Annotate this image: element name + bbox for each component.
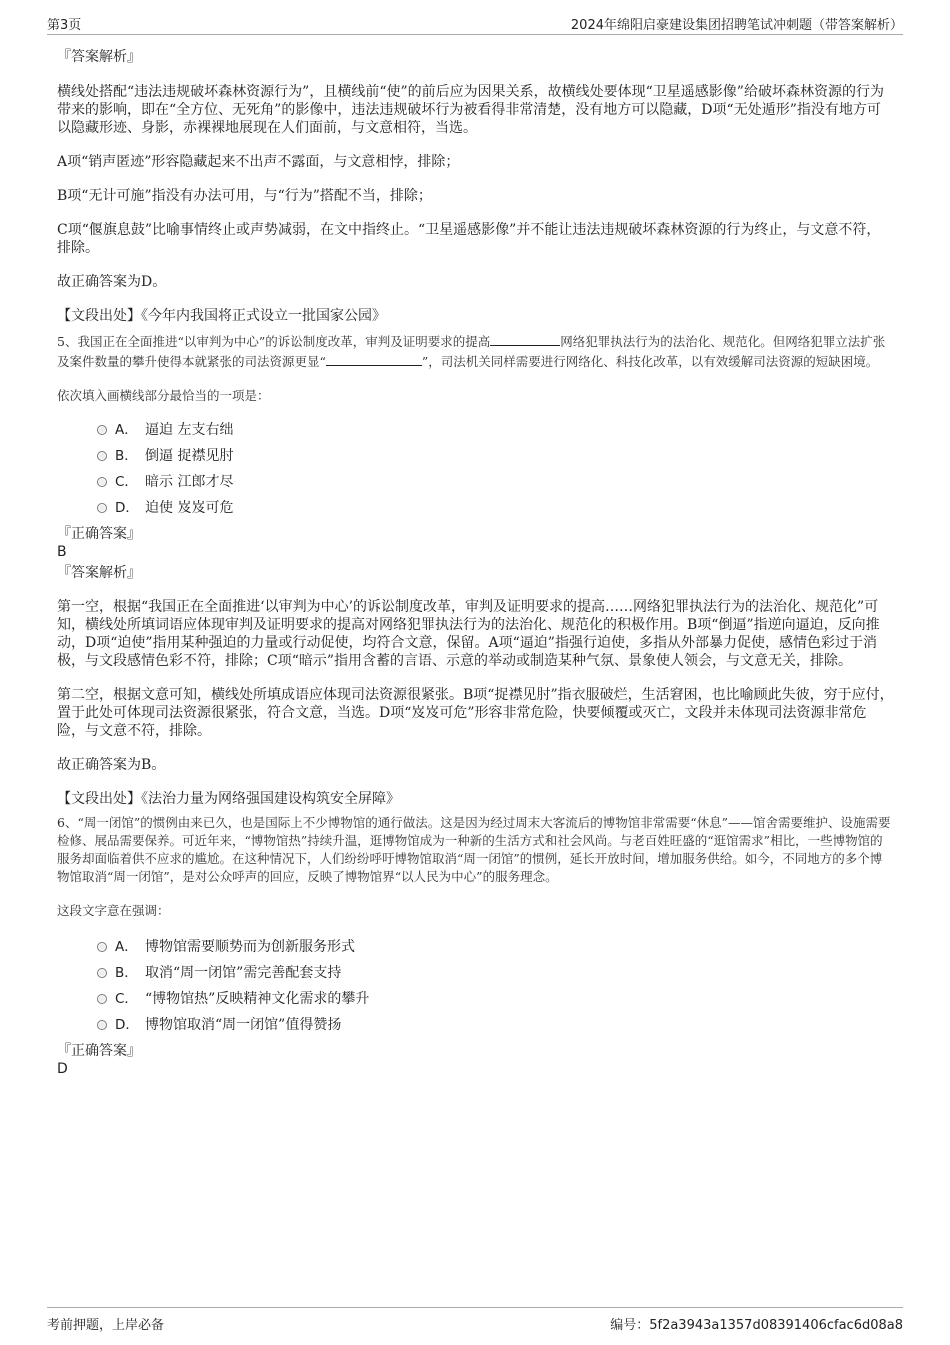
q6-answer-label: 『正确答案』 <box>57 1043 141 1059</box>
footer-slogan: 考前押题，上岸必备 <box>47 1318 165 1333</box>
q5-source: 【文段出处】《法治力量为网络强国建设构筑安全屏障》 <box>57 791 400 807</box>
q5-option-d[interactable]: D． 迫使 岌岌可危 <box>97 495 894 521</box>
radio-icon[interactable] <box>97 968 107 978</box>
radio-icon[interactable] <box>97 994 107 1004</box>
q6-option-c[interactable]: C． “博物馆热”反映精神文化需求的攀升 <box>97 986 894 1012</box>
q4-source: 【文段出处】《今年内我国将正式设立一批国家公园》 <box>57 308 386 324</box>
page-footer <box>47 1307 903 1332</box>
q5-stem <box>57 331 894 371</box>
q4-conclusion: 故正确答案为D。 <box>57 274 167 290</box>
q4-analysis-para-2: A项“销声匿迹”形容隐藏起来不出声不露面，与文意相悖，排除； <box>57 154 460 170</box>
q5-option-a[interactable]: A． 逼迫 左支右绌 <box>97 417 894 443</box>
q5-analysis-para-2: 第二空，根据文意可知，横线处所填成语应体现司法资源很紧张。B项“捉襟见肘”指衣服破烂，生活窘困，也比喻顾此失彼，穷于应付，置于此处可体现司法资源很紧张，符合文意，当选。D项“岌岌可危”形容非常危险，快要倾覆或灭亡，文段并未体现司法资源非常危险，与文意不符，排除。 <box>57 687 894 739</box>
q4-analysis-para-3: B项“无计可施”指没有办法可用，与“行为”搭配不当，排除； <box>57 188 432 204</box>
radio-icon[interactable] <box>97 451 107 461</box>
q5-analysis-para-1: 第一空，根据“我国正在全面推进‘以审判为中心’的诉讼制度改革，审判及证明要求的提高……网络犯罪执法行为的法治化、规范化”可知，横线处所填词语应体现审判及证明要求的提高对网络犯罪执法行为的法治化、规范化的积极作用。B项“倒逼”指逆向逼迫，反向推动，D项“迫使”指用某种强迫的力量或行动促使，均符合文意，保留。A项“逼迫”指强行迫使，多指从外部暴力促使，感情色彩过于消极，与文段感情色彩不符，排除；C项“暗示”指用含蓄的言语、示意的举动或制造某种气氛、景象使人领会，与文意无关，排除。 <box>57 599 880 669</box>
q6-option-b[interactable]: B． 取消“周一闭馆”需完善配套支持 <box>97 960 894 986</box>
radio-icon[interactable] <box>97 1020 107 1030</box>
q5-blank-1 <box>490 331 560 346</box>
q5-stem-part-2: 网络犯罪执法行为的法治化、规范化。但网络犯罪立法扩张及案件数量的攀升使得本就紧张的司法资源更显“ <box>57 334 886 369</box>
q6-options <box>57 934 894 1038</box>
q6-option-d[interactable]: D． 博物馆取消“周一闭馆”值得赞扬 <box>97 1012 894 1038</box>
q5-option-b[interactable]: B． 倒逼 捉襟见肘 <box>97 443 894 469</box>
q4-analysis-label: 『答案解析』 <box>57 49 141 65</box>
q5-answer-label: 『正确答案』 <box>57 526 141 542</box>
q6-prompt: 这段文字意在强调： <box>57 903 170 918</box>
q6-answer: D <box>57 1061 68 1077</box>
q5-stem-part-3: ”，司法机关同样需要进行网络化、科技化改革，以有效缓解司法资源的短缺困境。 <box>421 354 879 369</box>
q5-stem-part-1: 5、我国正在全面推进“以审判为中心”的诉讼制度改革，审判及证明要求的提高 <box>57 334 491 349</box>
q4-analysis-para-1: 横线处搭配“违法违规破坏森林资源行为”，且横线前“使”的前后应为因果关系，故横线处要体现“卫星遥感影像”给破坏森林资源的行为带来的影响，即在“全方位、无死角”的影像中，违法违规破坏行为被看得非常清楚，没有地方可以隐藏，D项“无处遁形”指没有地方可以隐藏形迹、身影，赤裸裸地展现在人们面前，与文意相符，当选。 <box>57 84 884 136</box>
page-header <box>47 12 903 35</box>
document-title: 2024年绵阳启豪建设集团招聘笔试冲刺题（带答案解析） <box>570 18 903 33</box>
q5-options <box>57 417 894 521</box>
radio-icon[interactable] <box>97 477 107 487</box>
page-number: 第3页 <box>47 18 82 33</box>
q5-answer: B <box>57 544 67 560</box>
q4-analysis-para-4: C项“偃旗息鼓”比喻事情终止或声势减弱，在文中指终止。“卫星遥感影像”并不能让违法违规破坏森林资源的行为终止，与文意不符，排除。 <box>57 222 881 256</box>
q5-analysis-label: 『答案解析』 <box>57 565 141 581</box>
radio-icon[interactable] <box>97 942 107 952</box>
q6-stem: 6、“周一闭馆”的惯例由来已久，也是国际上不少博物馆的通行做法。这是因为经过周末大客流后的博物馆非常需要“休息”——馆舍需要维护、设施需要检修、展品需要保养。可近年来，“博物馆热”持续升温，逛博物馆成为一种新的生活方式和社会风尚。与老百姓旺盛的“逛馆需求”相比，一些博物馆的服务却面临着供不应求的尴尬。在这种情况下，人们纷纷呼吁博物馆取消“周一闭馆”的惯例，延长开放时间，增加服务供给。如今，不同地方的多个博物馆取消“周一闭馆”，是对公众呼声的回应，反映了博物馆界“以人民为中心”的服务理念。 <box>57 815 891 884</box>
q5-conclusion: 故正确答案为B。 <box>57 757 166 773</box>
radio-icon[interactable] <box>97 503 107 513</box>
document-code: 编号：5f2a3943a1357d08391406cfac6d08a8 <box>610 1318 903 1333</box>
q5-blank-2 <box>326 351 422 366</box>
document-content <box>57 46 894 1078</box>
q5-prompt: 依次填入画横线部分最恰当的一项是： <box>57 388 270 403</box>
q5-option-c[interactable]: C． 暗示 江郎才尽 <box>97 469 894 495</box>
q6-option-a[interactable]: A． 博物馆需要顺势而为创新服务形式 <box>97 934 894 960</box>
radio-icon[interactable] <box>97 425 107 435</box>
